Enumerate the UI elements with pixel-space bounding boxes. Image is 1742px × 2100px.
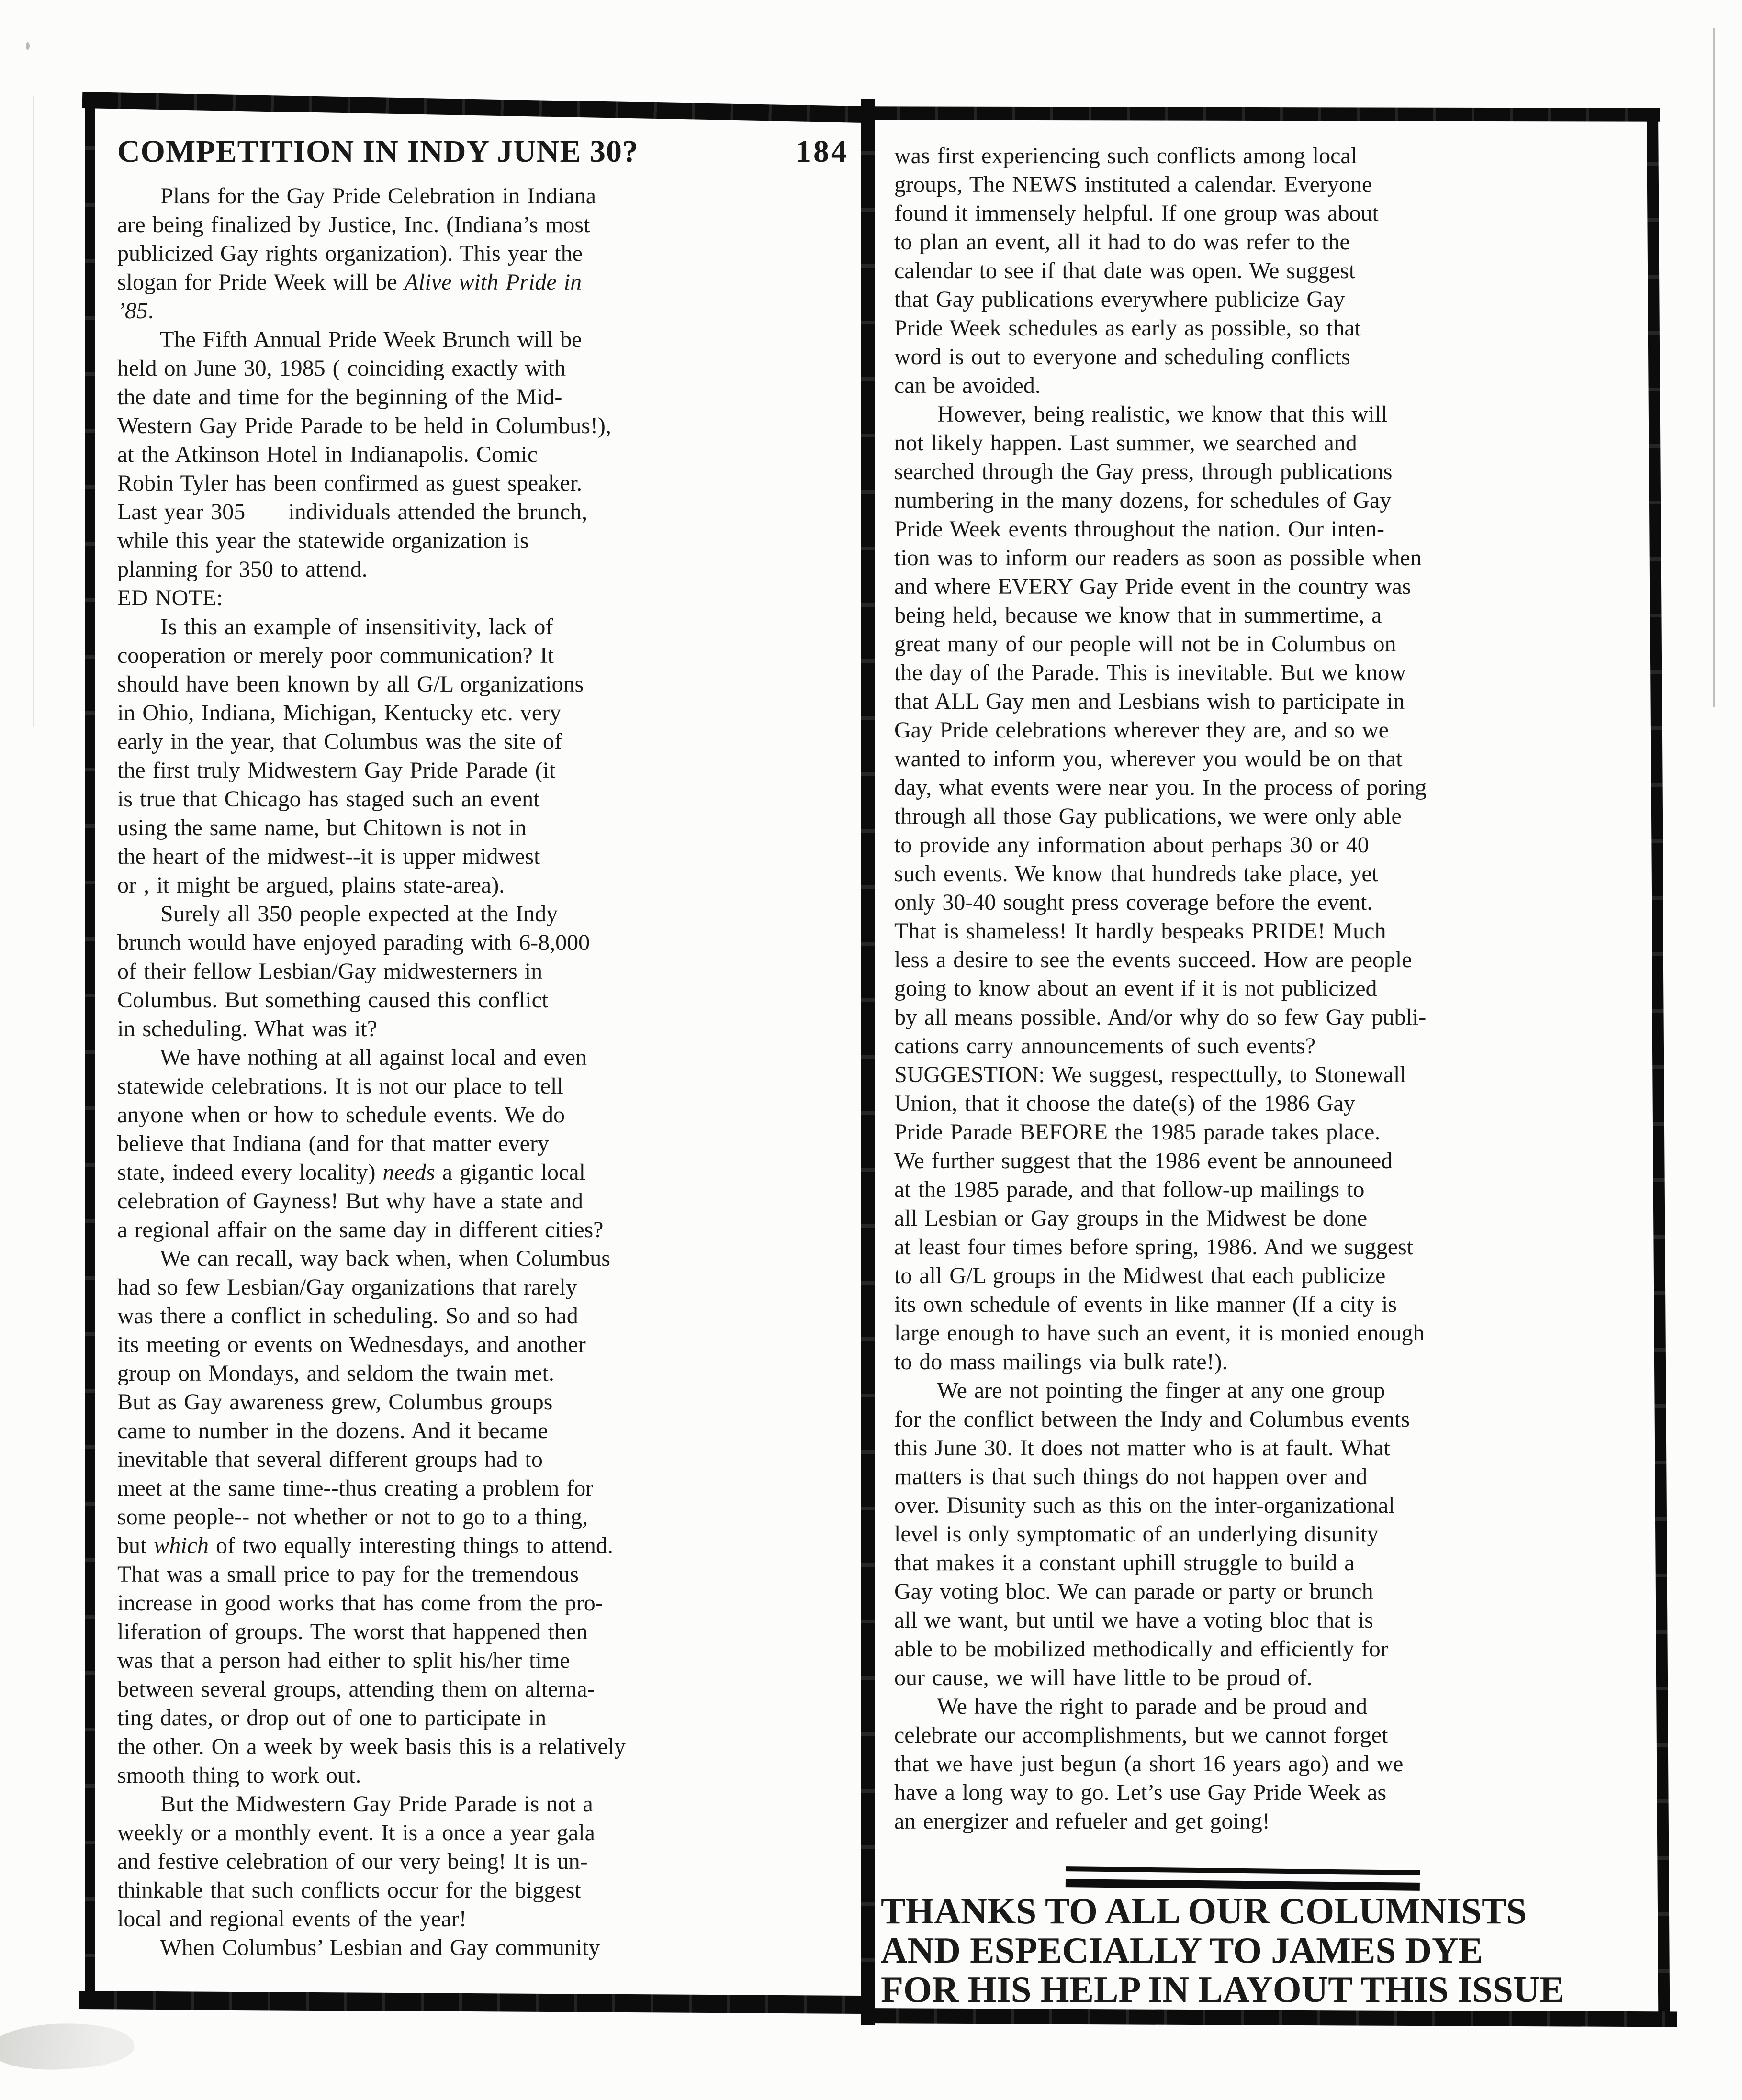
text-line: calendar to see if that date was open. We suggest xyxy=(894,258,1356,283)
article-right-column xyxy=(894,142,1641,1836)
text-line: When Columbus’ Lesbian and Gay community xyxy=(117,1935,600,1960)
text-line: large enough to have such an event, it is monied enough xyxy=(894,1320,1425,1346)
text-line: going to know about an event if it is not publicized xyxy=(894,976,1377,1001)
text-line: liferation of groups. The worst that happened then xyxy=(117,1619,588,1644)
text-line: but which of two equally interesting things to attend. xyxy=(117,1533,613,1558)
text-line: group on Mondays, and seldom the twain met. xyxy=(117,1361,554,1386)
article-left-column xyxy=(117,182,850,1962)
text-line: Gay voting bloc. We can parade or party or brunch xyxy=(894,1579,1373,1604)
text-line: its own schedule of events in like manner (If a city is xyxy=(894,1292,1397,1317)
text-line: Pride Week events throughout the nation. Our inten- xyxy=(894,516,1385,542)
text-line: state, indeed every locality) needs a gigantic local xyxy=(117,1160,585,1185)
text-line: have a long way to go. Let’s use Gay Pride Week as xyxy=(894,1780,1386,1805)
text-line: anyone when or how to schedule events. We do xyxy=(117,1102,565,1128)
text-line: the day of the Parade. This is inevitable. But we know xyxy=(894,660,1406,685)
text-line: only 30-40 sought press coverage before the event. xyxy=(894,890,1373,915)
text-line: or , it might be argued, plains state-area). xyxy=(117,872,505,898)
text-line: matters is that such things do not happen over and xyxy=(894,1464,1368,1489)
text-line: But the Midwestern Gay Pride Parade is not a xyxy=(117,1791,593,1817)
text-line: over. Disunity such as this on the inter-organizational xyxy=(894,1493,1395,1518)
text-line: publicized Gay rights organization). This year the xyxy=(117,241,583,266)
thanks-footer xyxy=(881,1891,1656,2009)
text-line: tion was to inform our readers as soon as possible when xyxy=(894,545,1422,570)
frame-border-left xyxy=(85,94,95,2006)
text-line: searched through the Gay press, through publications xyxy=(894,459,1393,484)
text-line: less a desire to see the events succeed. How are people xyxy=(894,947,1412,972)
text-line: Pride Parade BEFORE the 1985 parade takes place. xyxy=(894,1119,1381,1145)
text-line: We have nothing at all against local and even xyxy=(117,1045,587,1070)
frame-border-bottom-right xyxy=(861,2008,1677,2027)
text-line: all Lesbian or Gay groups in the Midwest be done xyxy=(894,1206,1368,1231)
text-line: this June 30. It does not matter who is at fault. What xyxy=(894,1435,1390,1461)
text-line: statewide celebrations. It is not our place to tell xyxy=(117,1073,563,1099)
footer-divider-rule xyxy=(1066,1866,1420,1891)
text-line: word is out to everyone and scheduling conflicts xyxy=(894,344,1350,369)
scan-artifact-line xyxy=(33,96,34,727)
text-line: at the Atkinson Hotel in Indianapolis. Comic xyxy=(117,442,538,467)
text-line: increase in good works that has come from the pro- xyxy=(117,1590,603,1616)
text-line: by all means possible. And/or why do so few Gay publi- xyxy=(894,1005,1427,1030)
text-line: the heart of the midwest--it is upper midwest xyxy=(117,844,540,869)
text-line: able to be mobilized methodically and efficiently for xyxy=(894,1636,1388,1662)
text-line: We can recall, way back when, when Columbus xyxy=(117,1246,610,1271)
text-line: ED NOTE: xyxy=(117,585,223,611)
text-line: using the same name, but Chitown is not in xyxy=(117,815,527,840)
text-line: brunch would have enjoyed parading with 6-8,000 xyxy=(117,930,590,955)
text-line: some people-- not whether or not to go to a thing, xyxy=(117,1504,588,1530)
text-line: held on June 30, 1985 ( coinciding exactly with xyxy=(117,356,566,381)
text-line: The Fifth Annual Pride Week Brunch will be xyxy=(117,327,582,352)
text-line: Gay Pride celebrations wherever they are, and so we xyxy=(894,717,1389,743)
text-line: is true that Chicago has staged such an event xyxy=(117,786,540,812)
text-line: had so few Lesbian/Gay organizations that rarely xyxy=(117,1274,577,1300)
text-line: was first experiencing such conflicts among local xyxy=(894,143,1358,168)
text-line: can be avoided. xyxy=(894,373,1041,398)
text-line: to do mass mailings via bulk rate!). xyxy=(894,1349,1228,1374)
text-line: that Gay publications everywhere publicize Gay xyxy=(894,287,1345,312)
text-line: Last year 305 individuals attended the brunch, xyxy=(117,499,588,525)
text-line: We further suggest that the 1986 event be announeed xyxy=(894,1148,1393,1173)
text-line: wanted to inform you, wherever you would be on that xyxy=(894,746,1403,771)
text-line: groups, The NEWS instituted a calendar. Everyone xyxy=(894,172,1372,197)
article-headline: COMPETITION IN INDY JUNE 30? xyxy=(117,134,639,169)
text-line: believe that Indiana (and for that matter every xyxy=(117,1131,549,1156)
text-line: a regional affair on the same day in different cities? xyxy=(117,1217,604,1242)
text-line: Robin Tyler has been confirmed as guest speaker. xyxy=(117,470,583,496)
text-line: in scheduling. What was it? xyxy=(117,1016,377,1041)
text-line: level is only symptomatic of an underlying disunity xyxy=(894,1521,1379,1547)
text-line: the date and time for the beginning of the Mid- xyxy=(117,384,562,410)
text-line: great many of our people will not be in Columbus on xyxy=(894,631,1396,657)
text-line: slogan for Pride Week will be Alive with Pride in xyxy=(117,269,582,295)
text-line: to provide any information about perhaps 30 or 40 xyxy=(894,832,1369,858)
text-line: numbering in the many dozens, for schedules of Gay xyxy=(894,488,1392,513)
scan-speck xyxy=(26,42,30,50)
text-line: being held, because we know that in summertime, a xyxy=(894,603,1382,628)
text-line: SUGGESTION: We suggest, respecttully, to Stonewall xyxy=(894,1062,1406,1087)
text-line: But as Gay awareness grew, Columbus groups xyxy=(117,1389,553,1415)
text-line: not likely happen. Last summer, we searched and xyxy=(894,430,1357,456)
text-line: FOR HIS HELP IN LAYOUT THIS ISSUE xyxy=(881,1969,1564,2010)
text-line: and festive celebration of our very being! It is un- xyxy=(117,1849,588,1874)
text-line: between several groups, attending them on alterna- xyxy=(117,1676,595,1702)
text-line: while this year the statewide organization is xyxy=(117,528,529,553)
text-line: that ALL Gay men and Lesbians wish to participate in xyxy=(894,689,1405,714)
text-line: thinkable that such conflicts occur for the biggest xyxy=(117,1877,581,1903)
text-line: cations carry announcements of such events? xyxy=(894,1033,1316,1059)
text-line: We have the right to parade and be proud and xyxy=(894,1694,1367,1719)
text-line: its meeting or events on Wednesdays, and another xyxy=(117,1332,586,1357)
text-line: early in the year, that Columbus was the site of xyxy=(117,729,562,754)
text-line: that makes it a constant uphill struggle to build a xyxy=(894,1550,1355,1575)
frame-border-bottom-left xyxy=(79,1991,874,2014)
text-line: weekly or a monthly event. It is a once a year gala xyxy=(117,1820,595,1845)
text-line: We are not pointing the finger at any one group xyxy=(894,1378,1385,1403)
text-line: day, what events were near you. In the process of poring xyxy=(894,775,1427,800)
text-line: of their fellow Lesbian/Gay midwesterners in xyxy=(117,959,543,984)
text-line: celebration of Gayness! But why have a state and xyxy=(117,1188,584,1214)
text-line: That was a small price to pay for the tremendous xyxy=(117,1562,579,1587)
text-line: inevitable that several different groups had to xyxy=(117,1447,543,1472)
text-line: was that a person had either to split his/her time xyxy=(117,1648,570,1673)
frame-border-top-left xyxy=(82,92,872,123)
text-line: found it immensely helpful. If one group was about xyxy=(894,201,1379,226)
text-line: the first truly Midwestern Gay Pride Parade (it xyxy=(117,758,556,783)
text-line: planning for 350 to attend. xyxy=(117,557,368,582)
frame-border-right xyxy=(1647,109,1670,2021)
text-line: are being finalized by Justice, Inc. (Indiana’s most xyxy=(117,212,590,237)
rule-line-thin xyxy=(1066,1866,1420,1875)
scan-artifact-line xyxy=(1713,28,1715,707)
frame-border-top-right xyxy=(862,106,1660,121)
text-line: in Ohio, Indiana, Michigan, Kentucky etc. very xyxy=(117,700,562,726)
text-line: our cause, we will have little to be proud of. xyxy=(894,1665,1313,1690)
text-line: at the 1985 parade, and that follow-up mailings to xyxy=(894,1177,1365,1202)
text-line: the other. On a week by week basis this is a relatively xyxy=(117,1734,626,1759)
column-divider-bar xyxy=(861,99,875,2025)
text-line: at least four times before spring, 1986. And we suggest xyxy=(894,1234,1414,1260)
text-line: for the conflict between the Indy and Columbus events xyxy=(894,1407,1410,1432)
scan-smudge xyxy=(0,2019,135,2075)
text-line: Union, that it choose the date(s) of the 1986 Gay xyxy=(894,1091,1355,1116)
text-line: AND ESPECIALLY TO JAMES DYE xyxy=(881,1930,1483,1971)
text-line: THANKS TO ALL OUR COLUMNISTS xyxy=(881,1890,1527,1932)
text-line: Plans for the Gay Pride Celebration in Indiana xyxy=(117,183,596,209)
text-line: Is this an example of insensitivity, lack of xyxy=(117,614,553,639)
text-line: that we have just begun (a short 16 years ago) and we xyxy=(894,1751,1404,1776)
text-line: through all those Gay publications, we were only able xyxy=(894,804,1402,829)
text-line: smooth thing to work out. xyxy=(117,1763,361,1788)
rule-line-thick xyxy=(1066,1879,1420,1891)
text-line: ’85. xyxy=(117,298,154,324)
text-line: meet at the same time--thus creating a problem for xyxy=(117,1475,594,1501)
text-line: to plan an event, all it had to do was refer to the xyxy=(894,229,1350,255)
text-line: That is shameless! It hardly bespeaks PRIDE! Much xyxy=(894,918,1386,944)
text-line: and where EVERY Gay Pride event in the country was xyxy=(894,574,1411,599)
text-line: such events. We know that hundreds take place, yet xyxy=(894,861,1378,886)
headline-row xyxy=(117,133,849,170)
text-line: an energizer and refueler and get going! xyxy=(894,1809,1270,1834)
text-line: Pride Week schedules as early as possible, so that xyxy=(894,315,1361,341)
text-line: came to number in the dozens. And it became xyxy=(117,1418,548,1443)
page-number: 184 xyxy=(796,134,849,169)
text-line: should have been known by all G/L organizations xyxy=(117,671,584,697)
text-line: ting dates, or drop out of one to participate in xyxy=(117,1705,547,1731)
text-line: was there a conflict in scheduling. So and so had xyxy=(117,1303,578,1329)
text-line: Columbus. But something caused this conflict xyxy=(117,987,549,1013)
text-line: cooperation or merely poor communication? It xyxy=(117,643,554,668)
text-line: celebrate our accomplishments, but we cannot forget xyxy=(894,1722,1388,1748)
text-line: Western Gay Pride Parade to be held in Columbus!), xyxy=(117,413,611,438)
text-line: all we want, but until we have a voting bloc that is xyxy=(894,1608,1373,1633)
text-line: However, being realistic, we know that this will xyxy=(894,402,1388,427)
text-line: Surely all 350 people expected at the Indy xyxy=(117,901,558,927)
text-line: local and regional events of the year! xyxy=(117,1906,467,1932)
text-line: to all G/L groups in the Midwest that each publicize xyxy=(894,1263,1386,1288)
